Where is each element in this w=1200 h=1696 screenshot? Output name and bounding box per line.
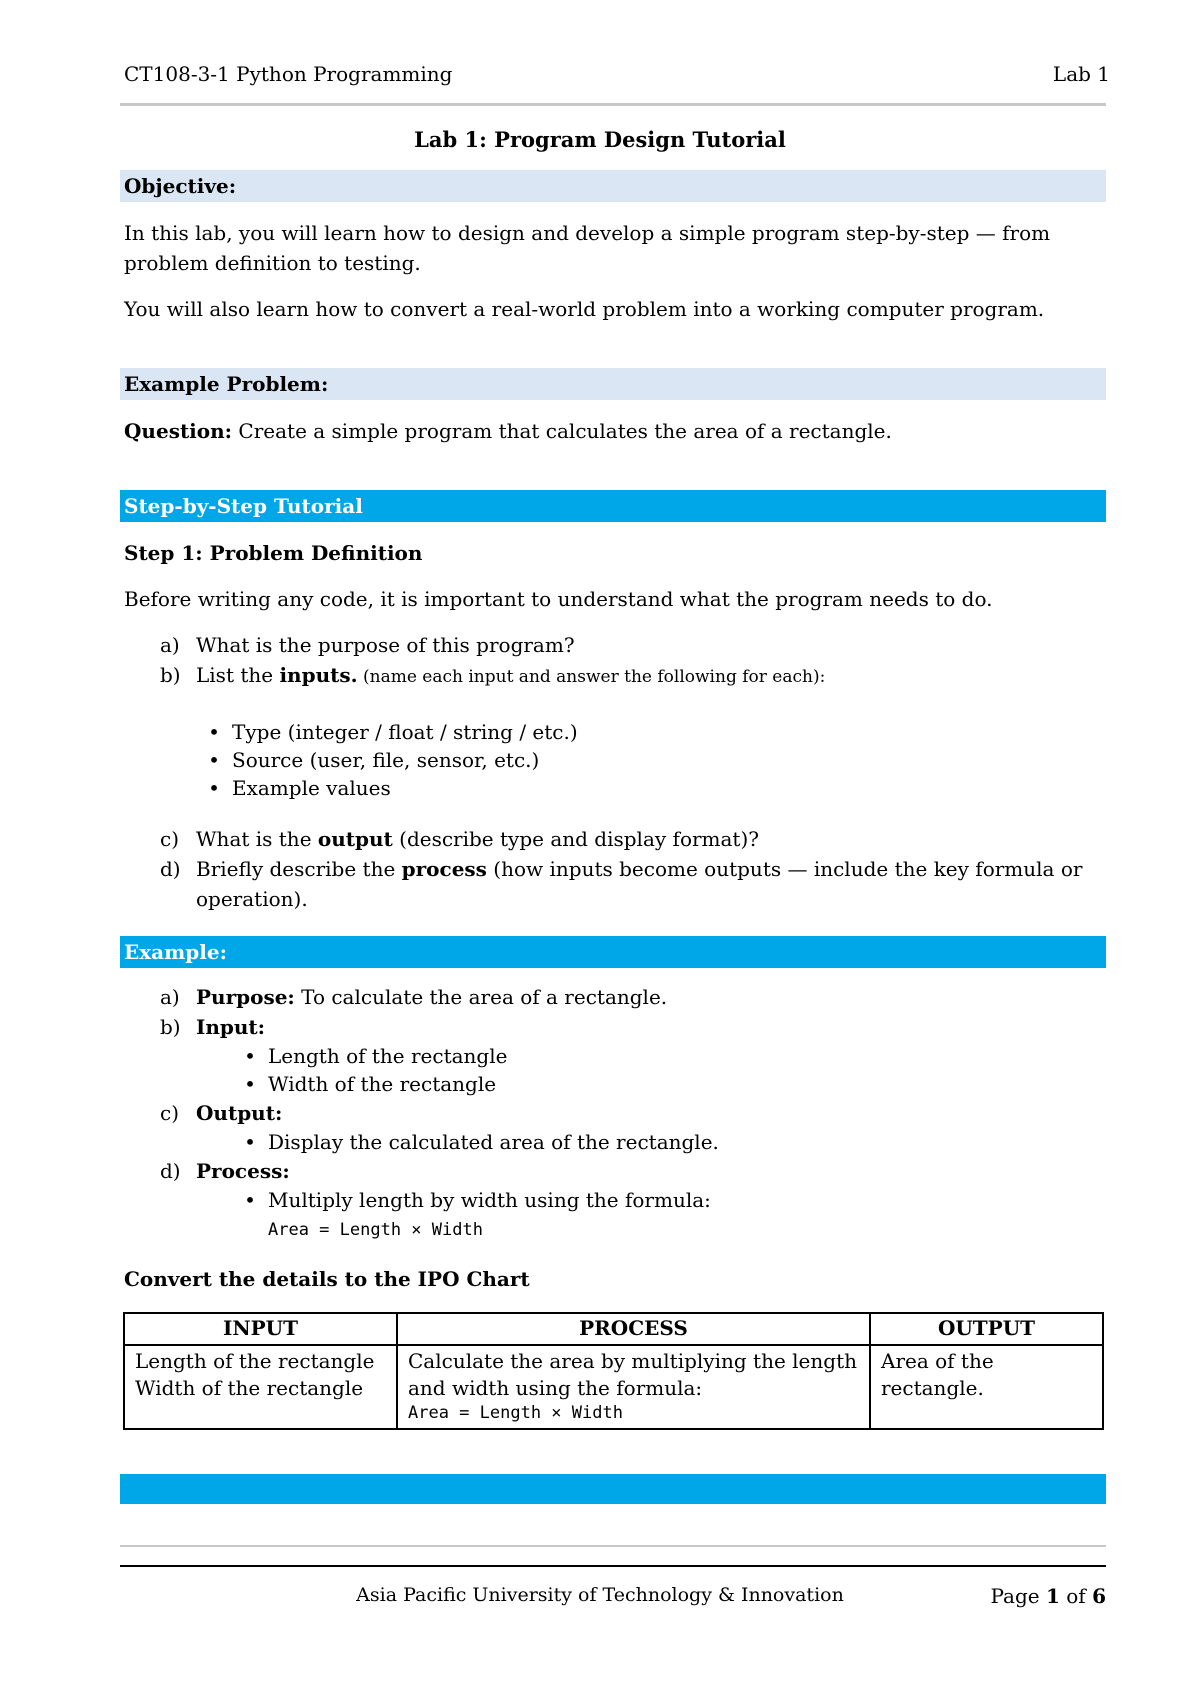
page-current: 1 (1045, 1584, 1060, 1608)
list-item (196, 774, 578, 802)
bullet-text: Example values (232, 776, 391, 800)
list-item-a (160, 630, 575, 660)
ipo-table (123, 1312, 1104, 1430)
bullet-text: Type (integer / float / string / etc.) (232, 720, 578, 744)
list-item-text: What is the (196, 827, 318, 851)
list-marker: c) (160, 1101, 180, 1125)
purpose-text: To calculate the area of a rectangle. (294, 985, 668, 1009)
table-row (124, 1345, 1103, 1429)
objective-paragraph-2: You will also learn how to convert a real-world problem into a working computer program. (124, 297, 1045, 321)
question-label: Question: (124, 419, 233, 443)
process-bullets (232, 1186, 711, 1244)
list-item-text: (how inputs become outputs — include the key formula or (486, 857, 1083, 881)
bullet-icon: • (208, 748, 220, 772)
list-marker: a) (160, 985, 180, 1009)
question-paragraph (124, 416, 1104, 446)
bullet-icon: • (208, 776, 220, 800)
question-text: Create a simple program that calculates the area of a rectangle. (232, 419, 892, 443)
example-problem-heading: Example Problem: (124, 372, 329, 396)
objective-band (120, 170, 1106, 202)
bullet-text: Multiply length by width using the formula: (268, 1188, 711, 1212)
page-title: Lab 1: Program Design Tutorial (414, 127, 786, 152)
ipo-header-input: INPUT (124, 1313, 397, 1345)
list-item-text: What is the purpose of this program? (196, 633, 575, 657)
list-item-note: (name each input and answer the following for each): (357, 667, 826, 687)
bullet-text: Length of the rectangle (268, 1044, 508, 1068)
ipo-output-cell: Area of the rectangle. (870, 1345, 1103, 1429)
ipo-process-formula: Area = Length × Width (408, 1403, 623, 1423)
list-marker: b) (160, 663, 181, 687)
input-label: Input: (196, 1015, 266, 1039)
course-title: CT108-3-1 Python Programming (124, 62, 453, 86)
list-marker: b) (160, 1015, 181, 1039)
bullet-list (196, 718, 578, 802)
list-item (232, 1186, 711, 1214)
input-bullets (232, 1042, 507, 1098)
footer-divider (120, 1545, 1106, 1547)
bullet-text: Display the calculated area of the rectangle. (268, 1130, 719, 1154)
list-item-c (160, 824, 759, 854)
ipo-input-line: Length of the rectangle (135, 1349, 375, 1373)
bullet-icon: • (244, 1044, 256, 1068)
section-band (120, 1474, 1106, 1504)
list-item (232, 1128, 719, 1156)
footer-rule (120, 1565, 1106, 1567)
list-item-d-continuation: operation). (196, 887, 308, 911)
ipo-process-line: and width using the formula: (408, 1376, 703, 1400)
output-label: Output: (196, 1101, 283, 1125)
list-item (232, 1070, 507, 1098)
tutorial-heading: Step-by-Step Tutorial (124, 494, 363, 518)
objective-paragraph-1: In this lab, you will learn how to design and develop a simple program step-by-step — from problem definition to testing. (124, 221, 1051, 275)
of-word: of (1066, 1584, 1086, 1608)
list-item-b (160, 660, 825, 692)
ipo-header-output: OUTPUT (870, 1313, 1103, 1345)
example-item-d (160, 1156, 290, 1186)
ipo-process-line: Calculate the area by multiplying the length (408, 1349, 857, 1373)
list-item (196, 746, 578, 774)
inputs-bold: inputs. (279, 663, 358, 687)
ipo-heading: Convert the details to the IPO Chart (124, 1267, 530, 1291)
list-item-d (160, 854, 1082, 884)
purpose-label: Purpose: (196, 985, 295, 1009)
bullet-icon: • (208, 720, 220, 744)
example-band (120, 936, 1106, 968)
bullet-icon: • (244, 1072, 256, 1096)
process-label: Process: (196, 1159, 290, 1183)
ipo-header-process: PROCESS (397, 1313, 870, 1345)
page-word: Page (990, 1584, 1040, 1608)
list-item-text: List the (196, 663, 280, 687)
bullet-text: Width of the rectangle (268, 1072, 497, 1096)
example-item-b (160, 1012, 265, 1042)
process-bold: process (401, 857, 487, 881)
list-item (196, 718, 578, 746)
list-marker: d) (160, 857, 181, 881)
page-total: 6 (1092, 1584, 1106, 1608)
table-header-row (124, 1313, 1103, 1345)
header-divider (120, 103, 1106, 106)
page-number (991, 1584, 1107, 1608)
step1-intro: Before writing any code, it is important to understand what the program needs to do. (124, 587, 993, 611)
list-item (232, 1042, 507, 1070)
example-item-c (160, 1098, 282, 1128)
ipo-input-cell (124, 1345, 397, 1429)
list-item-text: Briefly describe the (196, 857, 402, 881)
step1-title: Step 1: Problem Definition (124, 541, 423, 565)
formula-text: Area = Length × Width (268, 1220, 483, 1240)
formula-line (232, 1214, 711, 1244)
list-marker: c) (160, 827, 180, 851)
bullet-icon: • (244, 1188, 256, 1212)
ipo-input-line: Width of the rectangle (135, 1376, 364, 1400)
example-item-a (160, 982, 667, 1012)
footer-university: Asia Pacific University of Technology & Innovation (356, 1584, 844, 1606)
objective-heading: Objective: (124, 174, 237, 198)
output-bullets (232, 1128, 719, 1156)
output-bold: output (317, 827, 393, 851)
lab-label: Lab 1 (1052, 62, 1110, 86)
bullet-icon: • (244, 1130, 256, 1154)
ipo-process-cell (397, 1345, 870, 1429)
example-heading: Example: (124, 940, 227, 964)
list-marker: d) (160, 1159, 181, 1183)
list-marker: a) (160, 633, 180, 657)
bullet-text: Source (user, file, sensor, etc.) (232, 748, 540, 772)
list-item-text: (describe type and display format)? (392, 827, 759, 851)
